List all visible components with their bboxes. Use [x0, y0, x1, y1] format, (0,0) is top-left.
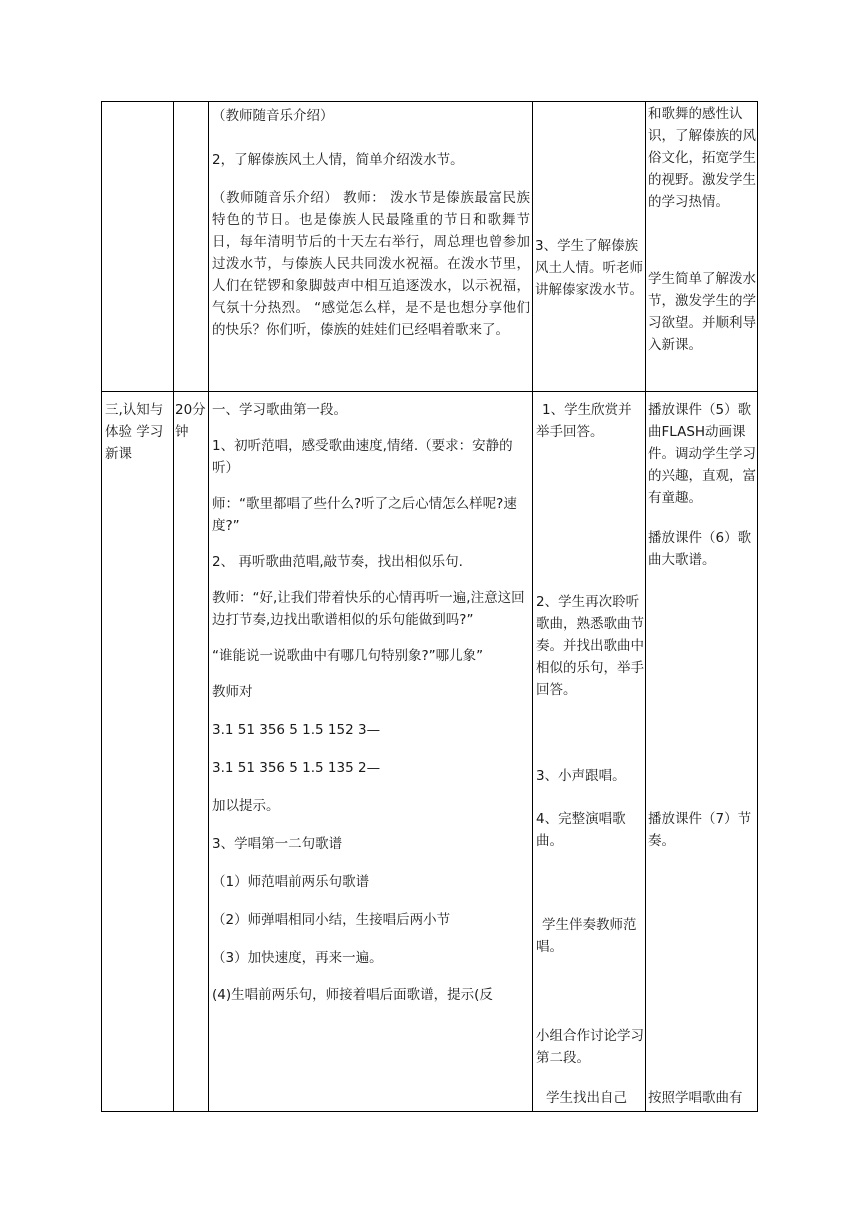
row2-student-activity	[536, 808, 644, 852]
intent-text: 学生简单了解泼水节，激发学生的学习欲望。并顺利导入新课。	[648, 271, 756, 353]
row1-teacher-activity	[212, 105, 530, 341]
row2-stage	[105, 399, 172, 465]
content-text: （教师随音乐介绍）	[212, 108, 334, 124]
row2-student-activity	[536, 765, 644, 787]
row1-design-intent	[648, 103, 758, 356]
student-text: 3、小声跟唱。	[536, 768, 626, 784]
row2-design-intent	[648, 1087, 758, 1109]
row1-student-activity	[535, 235, 644, 301]
content-text: 加以提示。	[212, 798, 280, 814]
student-text: 学生伴奏教师范唱。	[536, 917, 637, 955]
stage-label: 三,认知与体验 学习新课	[105, 402, 164, 462]
row2-student-activity	[536, 1087, 644, 1109]
column-divider	[645, 102, 646, 1111]
time-label: 20分钟	[175, 402, 206, 440]
content-text: 教师：“好,让我们带着快乐的心情再听一遍,注意这回边打节奏,边找出歌谱相似的乐句能做到吗?”	[212, 590, 525, 628]
row2-design-intent	[648, 808, 758, 852]
row2-student-activity	[536, 914, 644, 958]
melody-notation: 3.1 51 356 5 1.5 135 2—	[212, 760, 381, 776]
row2-teacher-activity	[212, 399, 530, 1006]
student-text: 学生找出自己	[546, 1090, 627, 1106]
content-text: 师：“歌里都唱了些什么?听了之后心情怎么样呢?速度?”	[212, 496, 517, 534]
row2-student-activity	[536, 399, 644, 443]
intent-text: 播放课件（5）歌曲FLASH动画课件。调动学生学习的兴趣，直观，富有童趣。	[648, 402, 756, 506]
row2-design-intent	[648, 399, 758, 509]
row-divider	[102, 391, 757, 392]
column-divider	[173, 102, 174, 1111]
row2-design-intent	[648, 527, 758, 571]
intent-text: 播放课件（7）节奏。	[648, 811, 752, 849]
content-text: 1、初听范唱，感受歌曲速度,情绪.（要求：安静的听）	[212, 438, 513, 476]
intent-text: 播放课件（6）歌曲大歌谱。	[648, 530, 752, 568]
student-text: 小组合作讨论学习第二段。	[536, 1028, 644, 1066]
content-text: “谁能说一说歌曲中有哪几句特别象?”哪儿象”	[212, 648, 484, 664]
content-text: 2，了解傣族风土人情，简单介绍泼水节。	[212, 152, 464, 168]
content-text: 一、学习歌曲第一段。	[212, 402, 347, 418]
row2-student-activity	[536, 591, 644, 701]
melody-notation: 3.1 51 356 5 1.5 152 3—	[212, 722, 381, 738]
student-text: 1、学生欣赏并举手回答。	[536, 402, 632, 440]
student-text: 4、完整演唱歌曲。	[536, 811, 626, 849]
content-text: （教师随音乐介绍） 教师： 泼水节是傣族最富民族特色的节日。也是傣族人民最隆重的节日和歌舞节日，每年清明节后的十天左右举行，周总理也曾参加过泼水节，与傣族人民共同泼水祝福。在泼水节里，人们在铓锣和象脚鼓声中相互追逐泼水，以示祝福，气氛十分热烈。 “感觉怎么样，是不是也想分享他们的快乐？你们听，傣族的娃娃们已经唱着歌来了。	[212, 190, 530, 338]
content-text: 教师对	[212, 684, 253, 700]
student-text: 2、学生再次聆听歌曲，熟悉歌曲节奏。并找出歌曲中相似的乐句，举手回答。	[536, 594, 644, 698]
content-text: 2、 再听歌曲范唱,敲节奏，找出相似乐句.	[212, 554, 463, 570]
row2-student-activity	[536, 1025, 644, 1069]
content-text: （2）师弹唱相同小结，生接唱后两小节	[212, 912, 451, 928]
column-divider	[208, 102, 209, 1111]
content-text: (4)生唱前两乐句，师接着唱后面歌谱，提示(反	[212, 987, 493, 1003]
intent-text: 和歌舞的感性认识，了解傣族的风俗文化，拓宽学生的视野。激发学生的学习热情。	[648, 106, 756, 210]
row2-time	[175, 399, 208, 443]
student-text: 3、学生了解傣族风土人情。听老师讲解傣家泼水节。	[535, 238, 643, 298]
column-divider	[532, 102, 533, 1111]
lesson-plan-table	[101, 101, 758, 1112]
content-text: （3）加快速度，再来一遍。	[212, 950, 383, 966]
content-text: 3、学唱第一二句歌谱	[212, 836, 343, 852]
intent-text: 按照学唱歌曲有	[648, 1090, 743, 1106]
content-text: （1）师范唱前两乐句歌谱	[212, 874, 370, 890]
